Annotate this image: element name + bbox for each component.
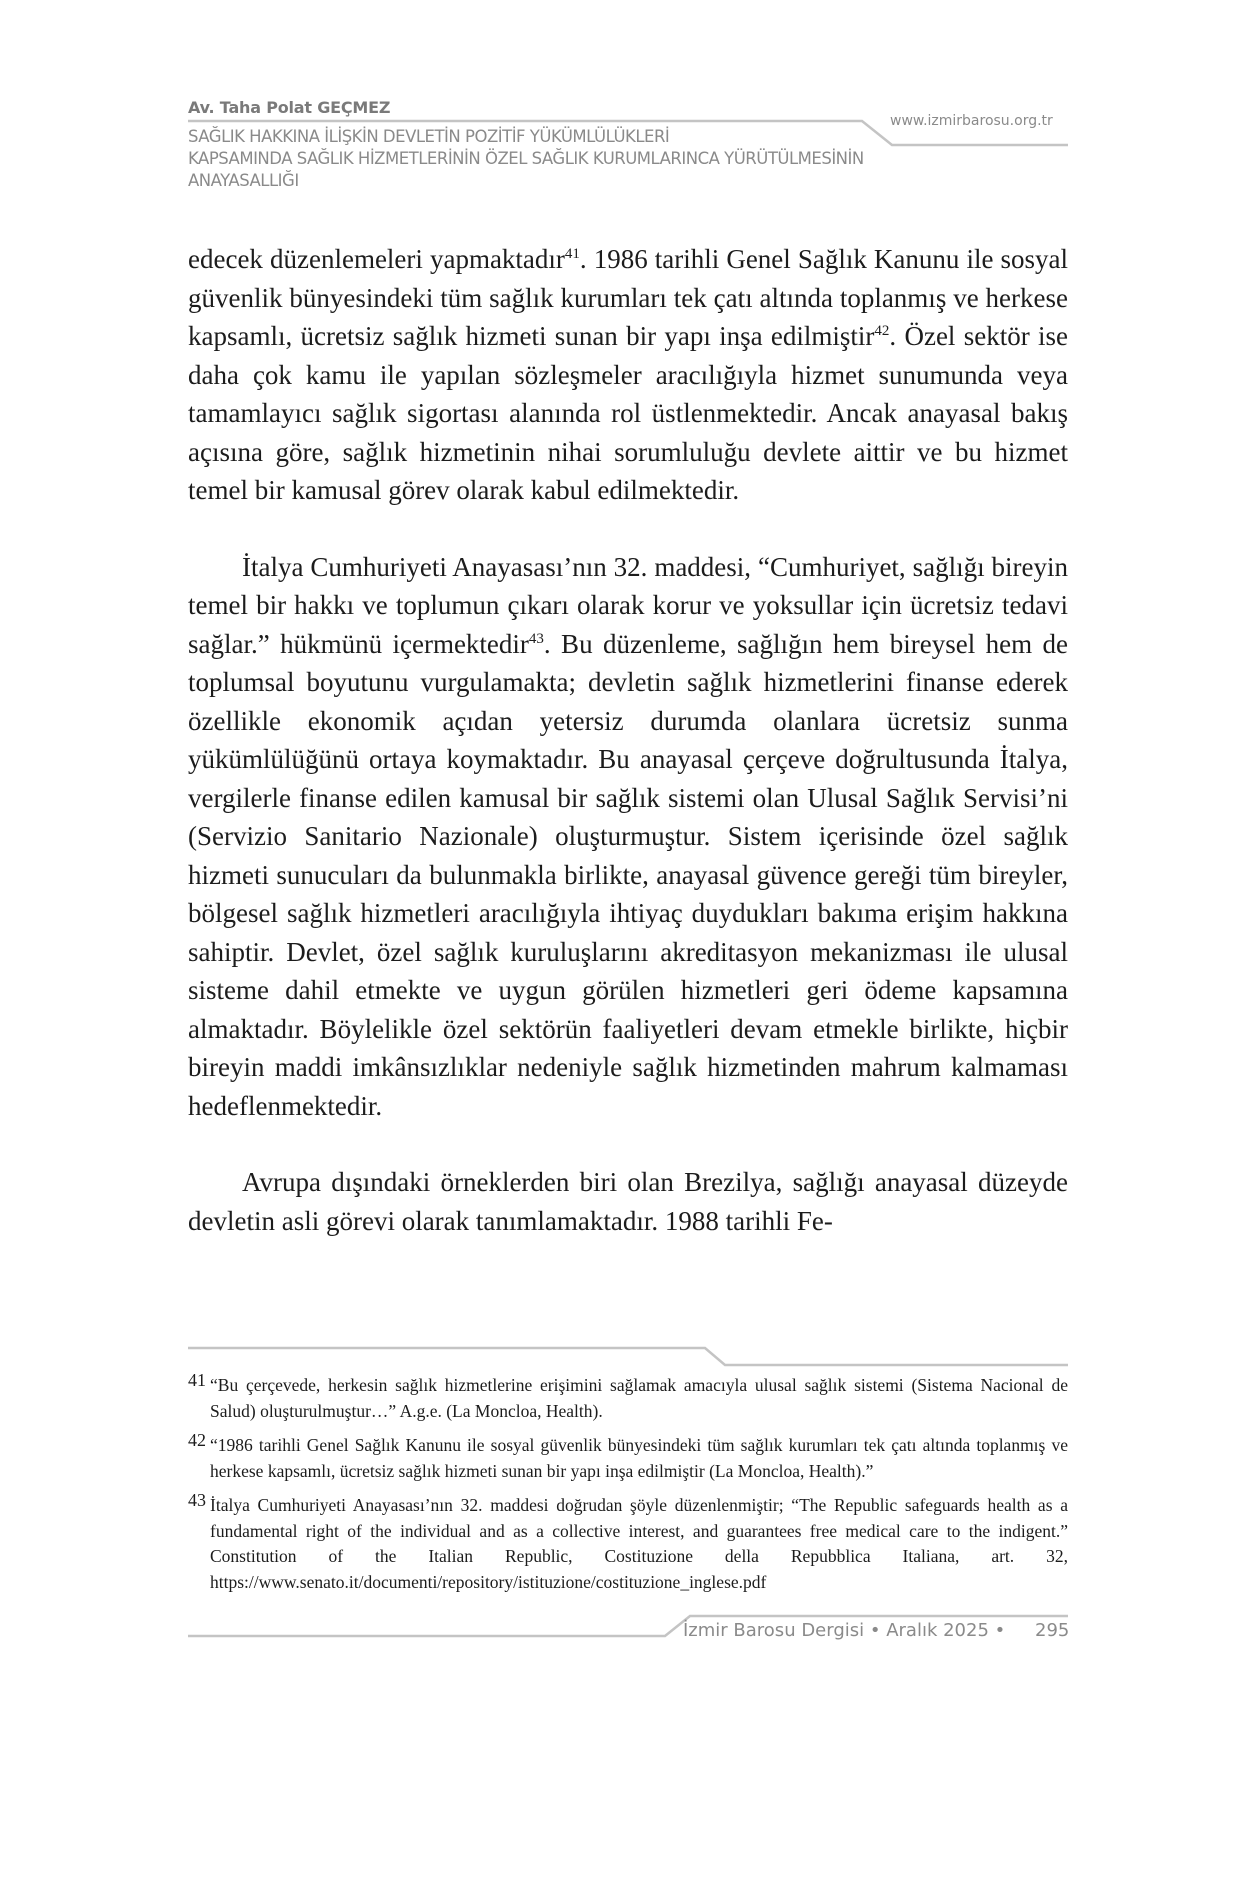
footnote-number: 43 — [188, 1490, 206, 1510]
paragraph — [188, 548, 1068, 1126]
footnote-number: 41 — [188, 1370, 206, 1390]
paragraph — [188, 240, 1068, 510]
footnotes — [188, 1370, 1068, 1604]
footnote-text: “Bu çerçevede, herkesin sağlık hizmetlerine erişimini sağlamak amacıyla ulusal sağlık sistemi (Sistema Nacional de Salud) oluşturulmuştur…” A.g.e. (La Moncloa, Health). — [210, 1375, 1068, 1421]
text-run: edecek düzenlemeleri yapmaktadır — [188, 244, 565, 274]
running-header-author: Av. Taha Polat GEÇMEZ — [188, 98, 391, 117]
header-title-line: ANAYASALLIĞI — [188, 171, 299, 190]
text-run: . Bu düzenleme, sağlığın hem bireysel hem de toplumsal boyutunu vurgulamakta; devletin sağlık hizmetlerini finanse ederek özellikle ekonomik açıdan yetersiz durumda olanlara ücretsiz sunma yükümlülüğünü ortaya koymaktadır. Bu anayasal çerçeve doğrultusunda İtalya, vergilerle finanse edilen kamusal bir sağlık sistemi olan Ulusal Sağlık Servisi’ni (Servizio Sanitario Nazionale) oluşturmuştur. Sistem içerisinde özel sağlık hizmeti sunucuları da bulunmakla birlikte, anayasal güvence gereği tüm bireyler, bölgesel sağlık hizmetleri aracılığıyla ihtiyaç duydukları bakıma erişim hakkına sahiptir. Devlet, özel sağlık kuruluşlarını akreditasyon mekanizması ile ulusal sisteme dahil etmekte ve uygun görülen hizmetleri geri ödeme kapsamına almaktadır. Böylelikle özel sektörün faaliyetleri devam etmekle birlikte, hiçbir bireyin maddi imkânsızlıklar nedeniyle sağlık hizmetinden mahrum kalmaması hedeflenmektedir. — [188, 628, 1068, 1121]
footnote-ref-42[interactable]: 42 — [874, 323, 890, 339]
footnote-41 — [188, 1370, 1068, 1424]
footnote-43 — [188, 1490, 1068, 1595]
footnote-text: “1986 tarihli Genel Sağlık Kanunu ile sosyal güvenlik bünyesindeki tüm sağlık kurumları tek çatı altında toplanmış ve herkese kapsamlı, ücretsiz sağlık hizmeti sunan bir yapı inşa edilmiştir (La Moncloa, Health).” — [210, 1435, 1068, 1481]
website-link[interactable]: www.izmirbarosu.org.tr — [890, 113, 1053, 129]
text-run: İtalya Cumhuriyeti Anayasası’nın 32. maddesi, “Cumhuriyet, sağlığı bireyin temel bir hakkı ve toplumun çıkarı olarak korur ve yoksullar için ücretsiz tedavi sağlar.” hükmünü içermektedir — [188, 551, 1068, 659]
footnote-number: 42 — [188, 1430, 206, 1450]
text-run: . Özel sektör ise daha çok kamu ile yapılan sözleşmeler aracılığıyla hizmet sunumunda veya tamamlayıcı sağlık sigortası alanında rol üstlenmektedir. Ancak anayasal bakış açısına göre, sağlık hizmetinin nihai sorumluluğu devlete aittir ve bu hizmet temel bir kamusal görev olarak kabul edilmektedir. — [188, 321, 1068, 505]
footnote-ref-41[interactable]: 41 — [564, 246, 580, 262]
footnote-text: İtalya Cumhuriyeti Anayasası’nın 32. maddesi doğrudan şöyle düzenlenmiştir; “The Republic safeguards health as a fundamental right of the individual and as a collective interest, and guarantees free medical care to the indigent.” Constitution of the Italian Republic, Costituzione della Repubblica Italiana, art. 32, https://www.senato.it/documenti/repository/istituzione/costituzione_inglese.pdf — [210, 1495, 1068, 1592]
body-text — [188, 240, 1068, 1240]
header-title-line: KAPSAMINDA SAĞLIK HİZMETLERİNİN ÖZEL SAĞLIK KURUMLARINCA YÜRÜTÜLMESİNİN — [188, 149, 864, 168]
text-run: . 1986 tarihli Genel Sağlık Kanunu ile sosyal güvenlik bünyesindeki tüm sağlık kurumları tek çatı altında toplanmış ve herkese kapsamlı, ücretsiz sağlık hizmeti sunan bir yapı inşa edilmiştir — [188, 244, 1068, 351]
header-title-line: SAĞLIK HAKKINA İLİŞKİN DEVLETİN POZİTİF YÜKÜMLÜLÜKLERİ — [188, 127, 670, 146]
page-number: 295 — [1035, 1620, 1070, 1641]
footnote-separator — [188, 1348, 1068, 1365]
footnote-ref-43[interactable]: 43 — [528, 630, 544, 647]
running-footer-journal: İzmir Barosu Dergisi • Aralık 2025 • — [683, 1620, 1006, 1641]
footnote-42 — [188, 1430, 1068, 1484]
text-run: Avrupa dışındaki örneklerden biri olan Brezilya, sağlığı anayasal düzeyde devletin asli görevi olarak tanımlamaktadır. 1988 tarihli Fe- — [188, 1167, 1068, 1236]
running-header-title — [188, 126, 1058, 192]
paragraph — [188, 1163, 1068, 1240]
